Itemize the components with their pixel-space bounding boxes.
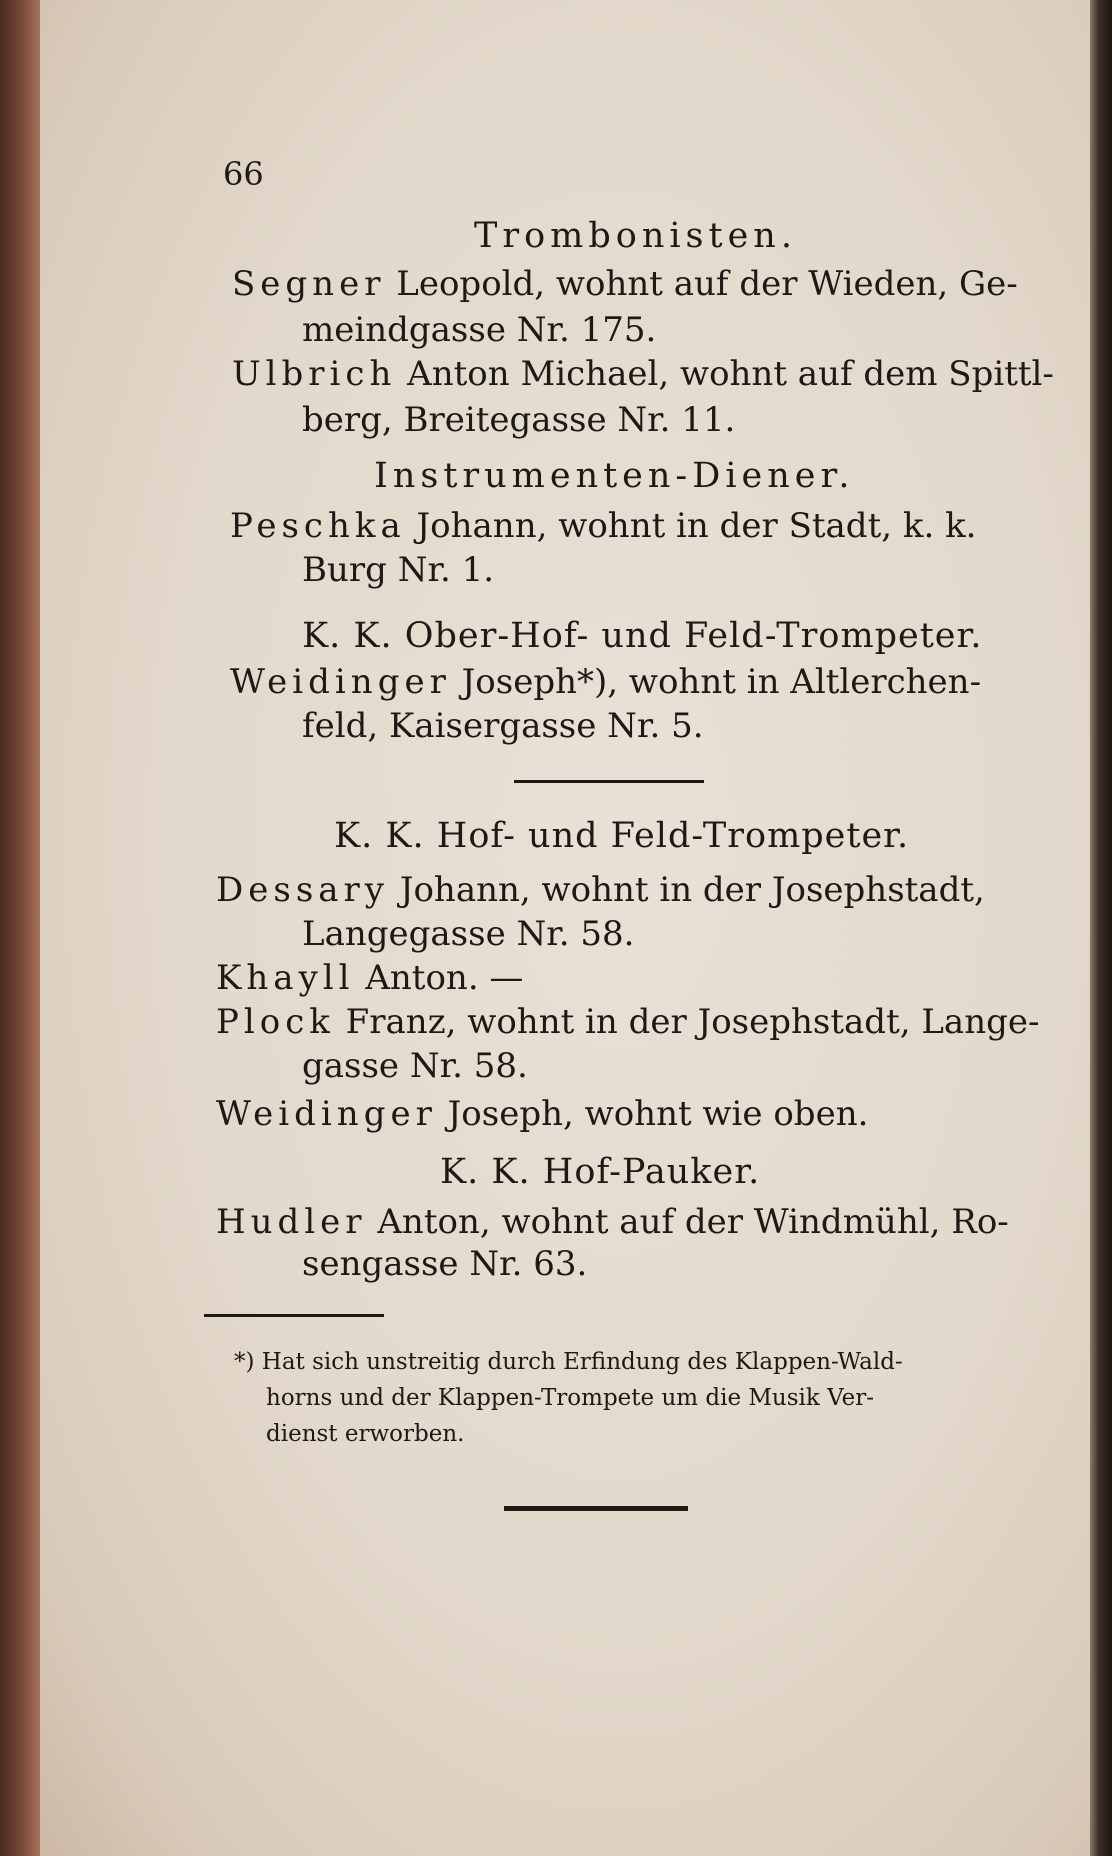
heading-instrumenten-diener: Instrumenten-Diener. (374, 456, 855, 496)
entry-name: Hudler (216, 1202, 367, 1242)
entry-segner: Segner Leopold, wohnt auf der Wieden, Ge- (232, 264, 1018, 304)
entry-name: Dessary (216, 870, 390, 910)
entry-name: Weidinger (230, 662, 451, 702)
entry-ulbrich-cont: berg, Breitegasse Nr. 11. (302, 400, 736, 440)
entry-dessary: Dessary Johann, wohnt in der Josephstadt, (216, 870, 985, 910)
heading-ober-hof-feld-trompeter: K. K. Ober-Hof- und Feld-Trompeter. (302, 616, 983, 656)
entry-khayll: Khayll Anton. — (216, 958, 524, 998)
heading-hof-feld-trompeter: K. K. Hof- und Feld-Trompeter. (334, 816, 910, 856)
page-edge (1090, 0, 1112, 1856)
entry-peschka-cont: Burg Nr. 1. (302, 550, 495, 590)
footnote-line-1: *) Hat sich unstreitig durch Erfindung des Klappen-Wald- (234, 1349, 903, 1375)
entry-dessary-cont: Langegasse Nr. 58. (302, 914, 635, 954)
book-page (40, 0, 1092, 1856)
entry-weidinger-2: Weidinger Joseph, wohnt wie oben. (216, 1094, 869, 1134)
closing-rule (504, 1506, 688, 1511)
entry-ulbrich: Ulbrich Anton Michael, wohnt auf dem Spittl- (232, 354, 1054, 394)
entry-name: Ulbrich (232, 354, 397, 394)
entry-weidinger: Weidinger Joseph*), wohnt in Altlerchen- (230, 662, 982, 702)
page-text (40, 0, 1092, 1856)
entry-name: Plock (216, 1002, 335, 1042)
entry-plock-cont: gasse Nr. 58. (302, 1046, 528, 1086)
section-divider (514, 780, 704, 783)
heading-trombonisten: Trombonisten. (474, 216, 797, 256)
footnote-rule (204, 1314, 384, 1317)
entry-name: Segner (232, 264, 386, 304)
entry-peschka: Peschka Johann, wohnt in der Stadt, k. k. (230, 506, 977, 546)
entry-name: Peschka (230, 506, 406, 546)
heading-hof-pauker: K. K. Hof-Pauker. (440, 1152, 761, 1192)
entry-segner-cont: meindgasse Nr. 175. (302, 310, 657, 350)
entry-plock: Plock Franz, wohnt in der Josephstadt, Lange- (216, 1002, 1040, 1042)
footnote-line-3: dienst erworben. (266, 1421, 465, 1447)
entry-name: Weidinger (216, 1094, 437, 1134)
entry-hudler: Hudler Anton, wohnt auf der Windmühl, Ro- (216, 1202, 1009, 1242)
entry-weidinger-cont: feld, Kaisergasse Nr. 5. (302, 706, 704, 746)
page-number: 66 (223, 155, 264, 193)
footnote-line-2: horns und der Klappen-Trompete um die Musik Ver- (266, 1385, 875, 1411)
entry-name: Khayll (216, 958, 355, 998)
entry-hudler-cont: sengasse Nr. 63. (302, 1244, 588, 1284)
